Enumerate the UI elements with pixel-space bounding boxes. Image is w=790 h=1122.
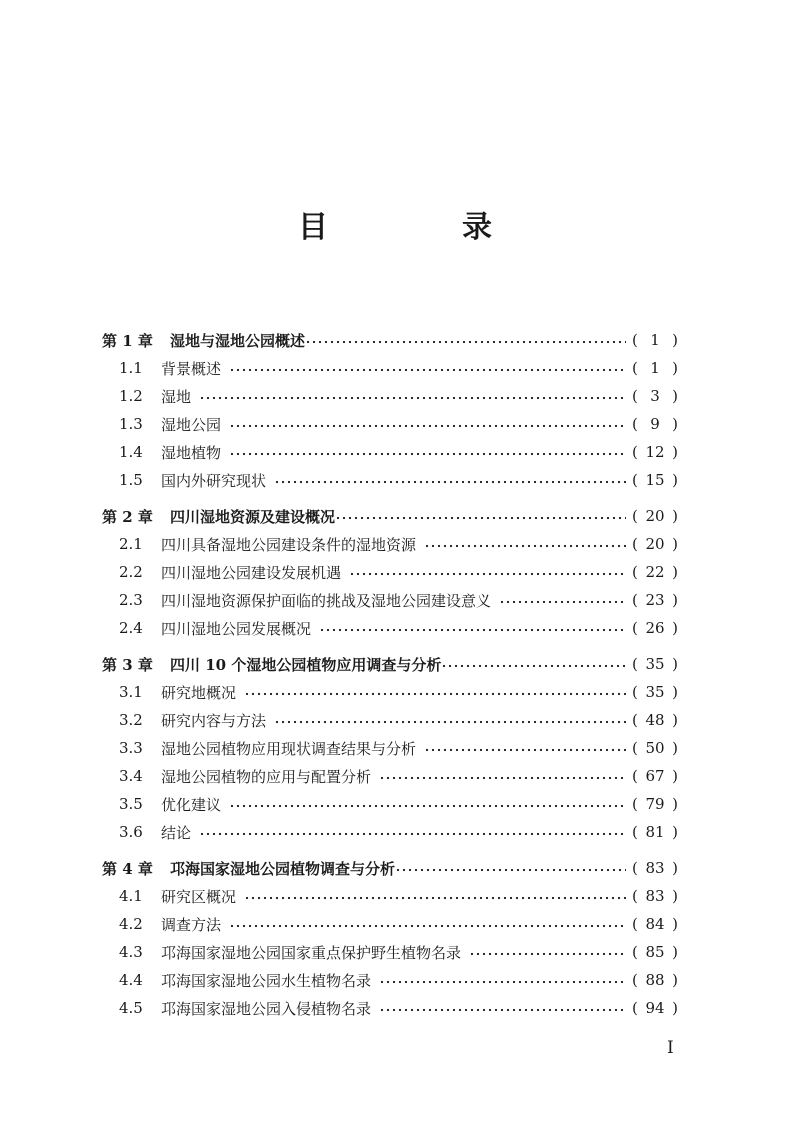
close-paren: ) — [672, 795, 678, 813]
toc-chapter-entry[interactable] — [102, 502, 678, 530]
open-paren: ( — [632, 415, 638, 433]
entry-number: 1.2 — [119, 387, 143, 405]
toc-section-entry[interactable] — [102, 382, 678, 410]
dot-leader — [395, 868, 626, 872]
open-paren: ( — [632, 971, 638, 989]
entry-number: 4.5 — [119, 999, 143, 1017]
entry-page-number: 15 — [645, 471, 665, 489]
close-paren: ) — [672, 591, 678, 609]
entry-title: 邛海国家湿地公园入侵植物名录 — [161, 999, 372, 1018]
toc-chapter-entry[interactable] — [102, 854, 678, 882]
dot-leader — [229, 368, 626, 372]
entry-title: 湿地植物 — [161, 443, 222, 462]
dot-leader — [335, 516, 626, 520]
entry-number: 1.4 — [119, 443, 143, 461]
toc-section-entry[interactable] — [102, 530, 678, 558]
toc-section-entry[interactable] — [102, 938, 678, 966]
entry-page-ref — [632, 767, 678, 785]
toc-section-entry[interactable] — [102, 706, 678, 734]
toc-section-entry[interactable] — [102, 466, 678, 494]
entry-page-number: 84 — [645, 915, 665, 933]
close-paren: ) — [672, 823, 678, 841]
entry-title: 背景概述 — [161, 359, 222, 378]
dot-leader — [424, 544, 626, 548]
entry-page-ref — [632, 823, 678, 841]
close-paren: ) — [672, 943, 678, 961]
entry-page-number: 67 — [645, 767, 665, 785]
table-of-contents — [102, 326, 678, 1022]
entry-title: 湿地与湿地公园概述 — [170, 331, 306, 350]
entry-page-number: 20 — [645, 535, 665, 553]
dot-leader — [379, 980, 626, 984]
close-paren: ) — [672, 739, 678, 757]
entry-number: 1.1 — [119, 359, 143, 377]
toc-section-entry[interactable] — [102, 790, 678, 818]
page-folio: I — [667, 1038, 674, 1058]
entry-number: 第 2 章 — [102, 507, 153, 526]
entry-page-number: 1 — [650, 331, 660, 349]
open-paren: ( — [632, 943, 638, 961]
entry-number: 第 4 章 — [102, 859, 153, 878]
entry-page-number: 20 — [645, 507, 665, 525]
entry-number: 第 3 章 — [102, 655, 153, 674]
entry-title: 湿地公园 — [161, 415, 222, 434]
page-title: 目 录 — [298, 210, 544, 245]
entry-title: 四川湿地资源保护面临的挑战及湿地公园建设意义 — [161, 591, 492, 610]
dot-leader — [199, 832, 626, 836]
entry-number: 4.2 — [119, 915, 143, 933]
close-paren: ) — [672, 331, 678, 349]
entry-title: 研究地概况 — [161, 683, 237, 702]
entry-page-number: 35 — [645, 683, 665, 701]
open-paren: ( — [632, 591, 638, 609]
open-paren: ( — [632, 331, 638, 349]
dot-leader — [244, 692, 626, 696]
entry-page-number: 85 — [645, 943, 665, 961]
entry-number: 3.3 — [119, 739, 143, 757]
entry-number: 第 1 章 — [102, 331, 153, 350]
entry-number: 4.4 — [119, 971, 143, 989]
close-paren: ) — [672, 359, 678, 377]
open-paren: ( — [632, 859, 638, 877]
toc-section-entry[interactable] — [102, 614, 678, 642]
entry-number: 3.5 — [119, 795, 143, 813]
entry-title: 四川具备湿地公园建设条件的湿地资源 — [161, 535, 417, 554]
dot-leader — [274, 720, 626, 724]
close-paren: ) — [672, 915, 678, 933]
entry-title: 湿地公园植物应用现状调查结果与分析 — [161, 739, 417, 758]
dot-leader — [229, 424, 626, 428]
entry-title: 四川 10 个湿地公园植物应用调查与分析 — [170, 655, 442, 674]
toc-section-entry[interactable] — [102, 994, 678, 1022]
toc-section-entry[interactable] — [102, 762, 678, 790]
entry-page-ref — [632, 739, 678, 757]
toc-section-entry[interactable] — [102, 354, 678, 382]
entry-page-ref — [632, 915, 678, 933]
toc-section-entry[interactable] — [102, 678, 678, 706]
close-paren: ) — [672, 859, 678, 877]
dot-leader — [379, 1008, 626, 1012]
dot-leader — [244, 896, 626, 900]
toc-section-entry[interactable] — [102, 410, 678, 438]
dot-leader — [379, 776, 626, 780]
entry-page-number: 94 — [645, 999, 665, 1017]
entry-page-ref — [632, 507, 678, 525]
open-paren: ( — [632, 795, 638, 813]
open-paren: ( — [632, 443, 638, 461]
close-paren: ) — [672, 767, 678, 785]
toc-section-entry[interactable] — [102, 882, 678, 910]
close-paren: ) — [672, 655, 678, 673]
close-paren: ) — [672, 443, 678, 461]
close-paren: ) — [672, 535, 678, 553]
dot-leader — [424, 748, 626, 752]
entry-page-ref — [632, 655, 678, 673]
dot-leader — [319, 628, 626, 632]
entry-page-ref — [632, 683, 678, 701]
close-paren: ) — [672, 471, 678, 489]
entry-number: 2.3 — [119, 591, 143, 609]
entry-page-ref — [632, 471, 678, 489]
close-paren: ) — [672, 971, 678, 989]
entry-page-ref — [632, 387, 678, 405]
close-paren: ) — [672, 887, 678, 905]
entry-page-number: 3 — [650, 387, 660, 405]
open-paren: ( — [632, 739, 638, 757]
toc-section-entry[interactable] — [102, 966, 678, 994]
entry-page-ref — [632, 359, 678, 377]
entry-page-ref — [632, 999, 678, 1017]
close-paren: ) — [672, 387, 678, 405]
entry-page-number: 22 — [645, 563, 665, 581]
close-paren: ) — [672, 619, 678, 637]
entry-page-number: 83 — [645, 887, 665, 905]
entry-number: 2.4 — [119, 619, 143, 637]
toc-section-entry[interactable] — [102, 818, 678, 846]
entry-page-ref — [632, 859, 678, 877]
entry-page-ref — [632, 943, 678, 961]
entry-page-number: 1 — [650, 359, 660, 377]
entry-number: 4.3 — [119, 943, 143, 961]
entry-page-number: 81 — [645, 823, 665, 841]
dot-leader — [274, 480, 626, 484]
entry-page-ref — [632, 331, 678, 349]
dot-leader — [305, 340, 626, 344]
close-paren: ) — [672, 415, 678, 433]
entry-title: 调查方法 — [161, 915, 222, 934]
entry-number: 3.4 — [119, 767, 143, 785]
entry-page-number: 83 — [645, 859, 665, 877]
toc-chapter-entry[interactable] — [102, 650, 678, 678]
toc-section-entry[interactable] — [102, 438, 678, 466]
entry-page-number: 9 — [650, 415, 660, 433]
entry-page-number: 12 — [645, 443, 665, 461]
entry-title: 湿地 — [161, 387, 192, 406]
dot-leader — [441, 664, 626, 668]
entry-title: 四川湿地公园发展概况 — [161, 619, 312, 638]
dot-leader — [229, 804, 626, 808]
entry-title: 国内外研究现状 — [161, 471, 267, 490]
entry-number: 4.1 — [119, 887, 143, 905]
entry-page-number: 79 — [645, 795, 665, 813]
dot-leader — [229, 452, 626, 456]
entry-page-ref — [632, 619, 678, 637]
entry-number: 3.6 — [119, 823, 143, 841]
close-paren: ) — [672, 711, 678, 729]
entry-title: 四川湿地公园建设发展机遇 — [161, 563, 342, 582]
close-paren: ) — [672, 999, 678, 1017]
open-paren: ( — [632, 655, 638, 673]
entry-number: 1.5 — [119, 471, 143, 489]
open-paren: ( — [632, 711, 638, 729]
entry-title: 邛海国家湿地公园国家重点保护野生植物名录 — [161, 943, 462, 962]
dot-leader — [349, 572, 626, 576]
dot-leader — [229, 924, 626, 928]
entry-number: 3.1 — [119, 683, 143, 701]
open-paren: ( — [632, 563, 638, 581]
open-paren: ( — [632, 767, 638, 785]
entry-page-ref — [632, 971, 678, 989]
entry-page-ref — [632, 795, 678, 813]
toc-section-entry[interactable] — [102, 910, 678, 938]
entry-page-number: 88 — [645, 971, 665, 989]
entry-title: 邛海国家湿地公园水生植物名录 — [161, 971, 372, 990]
open-paren: ( — [632, 535, 638, 553]
open-paren: ( — [632, 915, 638, 933]
toc-section-entry[interactable] — [102, 586, 678, 614]
entry-page-number: 35 — [645, 655, 665, 673]
entry-title: 邛海国家湿地公园植物调查与分析 — [170, 859, 396, 878]
entry-page-number: 23 — [645, 591, 665, 609]
entry-page-ref — [632, 535, 678, 553]
toc-chapter-entry[interactable] — [102, 326, 678, 354]
entry-page-number: 26 — [645, 619, 665, 637]
close-paren: ) — [672, 563, 678, 581]
open-paren: ( — [632, 359, 638, 377]
entry-number: 2.1 — [119, 535, 143, 553]
entry-page-ref — [632, 563, 678, 581]
open-paren: ( — [632, 507, 638, 525]
entry-page-ref — [632, 443, 678, 461]
entry-title: 四川湿地资源及建设概况 — [170, 507, 336, 526]
entry-title: 优化建议 — [161, 795, 222, 814]
entry-page-ref — [632, 887, 678, 905]
entry-page-number: 48 — [645, 711, 665, 729]
entry-number: 2.2 — [119, 563, 143, 581]
toc-section-entry[interactable] — [102, 558, 678, 586]
open-paren: ( — [632, 387, 638, 405]
entry-number: 1.3 — [119, 415, 143, 433]
close-paren: ) — [672, 507, 678, 525]
dot-leader — [499, 600, 626, 604]
entry-title: 研究内容与方法 — [161, 711, 267, 730]
entry-page-ref — [632, 711, 678, 729]
open-paren: ( — [632, 471, 638, 489]
entry-title: 研究区概况 — [161, 887, 237, 906]
entry-page-number: 50 — [645, 739, 665, 757]
entry-page-ref — [632, 415, 678, 433]
open-paren: ( — [632, 999, 638, 1017]
open-paren: ( — [632, 683, 638, 701]
open-paren: ( — [632, 823, 638, 841]
entry-title: 结论 — [161, 823, 192, 842]
close-paren: ) — [672, 683, 678, 701]
open-paren: ( — [632, 619, 638, 637]
open-paren: ( — [632, 887, 638, 905]
entry-number: 3.2 — [119, 711, 143, 729]
dot-leader — [469, 952, 626, 956]
entry-page-ref — [632, 591, 678, 609]
dot-leader — [199, 396, 626, 400]
toc-section-entry[interactable] — [102, 734, 678, 762]
entry-title: 湿地公园植物的应用与配置分析 — [161, 767, 372, 786]
